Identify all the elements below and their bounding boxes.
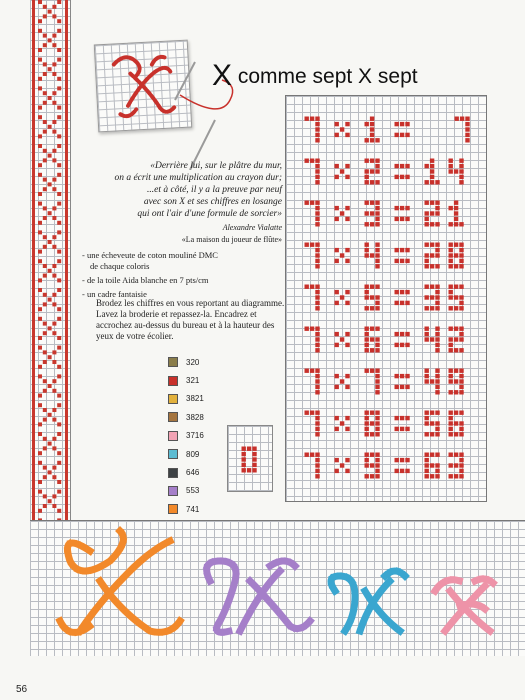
legend-item (168, 427, 204, 445)
color-code: 320 (186, 357, 200, 367)
border-motif (38, 259, 61, 282)
zero-chart (227, 425, 273, 492)
letters-pattern (30, 521, 525, 656)
border-motif (38, 29, 61, 52)
digit-a (305, 243, 320, 269)
border-motif (38, 202, 61, 225)
equals-sign (395, 332, 410, 347)
equals-sign (395, 458, 410, 473)
result-digit (425, 411, 440, 437)
color-swatch (168, 504, 178, 514)
legend-item (168, 500, 204, 518)
digit-b (365, 159, 380, 185)
equals-sign (395, 416, 410, 431)
color-code: 3716 (186, 431, 204, 441)
table-row (305, 159, 464, 185)
color-code: 809 (186, 449, 200, 459)
times-sign (335, 332, 350, 347)
border-stripe (65, 0, 68, 520)
result-digit (425, 159, 440, 185)
materials-list (82, 250, 282, 303)
color-code: 3821 (186, 394, 204, 404)
digit-a (305, 369, 320, 395)
material-text: de chaque coloris (90, 261, 150, 271)
legend-item (168, 390, 204, 408)
result-digit (425, 285, 440, 311)
times-sign (335, 122, 350, 137)
equals-sign (395, 248, 410, 263)
border-motif (38, 86, 61, 109)
times-sign (335, 248, 350, 263)
color-swatch (168, 376, 178, 386)
times-table-chart (285, 95, 487, 502)
border-motif (38, 374, 61, 397)
quote-line: ...et à côté, il y a la preuve par neuf (147, 185, 282, 195)
table-row (305, 411, 464, 437)
times-sign (335, 458, 350, 473)
result-digit (449, 369, 464, 395)
border-motif (38, 288, 61, 311)
border-motif (38, 115, 61, 138)
equals-sign (395, 290, 410, 305)
digit-a (305, 453, 320, 479)
result-digit (455, 117, 470, 143)
material-item: - un cadre fantaisie (82, 289, 147, 299)
legend-item (168, 463, 204, 481)
color-code: 646 (186, 468, 200, 478)
material-item: - de la toile Aida blanche en 7 pts/cm (82, 275, 209, 285)
border-motif (38, 432, 61, 455)
table-row (305, 243, 464, 269)
monogram-letter (207, 561, 310, 632)
result-digit (425, 327, 440, 353)
color-swatch (168, 431, 178, 441)
legend-item (168, 371, 204, 389)
legend-item (168, 445, 204, 463)
color-code: 553 (186, 486, 200, 496)
digit-b (365, 201, 380, 227)
color-legend (168, 353, 204, 519)
border-motif (38, 58, 61, 81)
color-swatch (168, 357, 178, 367)
color-swatch (168, 394, 178, 404)
legend-item (168, 482, 204, 500)
digit-b (365, 327, 380, 353)
quote-source: «La maison du joueur de flûte» (181, 235, 282, 244)
material-text: - une écheveute de coton mouliné DMC (82, 250, 218, 260)
digit-a (305, 201, 320, 227)
instructions-text: Brodez les chiffres en vous reportant au diagramme. Lavez la broderie et repassez-la. Encadrez et accrochez au-dessus du bureau et à la hauteur des yeux de votre écolier. (96, 298, 285, 341)
quote-author: Alexandre Vialatte (222, 223, 282, 232)
result-digit (449, 285, 464, 311)
digit-a (305, 117, 320, 143)
result-digit (449, 327, 464, 353)
border-motif (38, 490, 61, 513)
result-digit (449, 453, 464, 479)
digit-a (305, 327, 320, 353)
zero-digit-pattern (228, 426, 272, 491)
border-pattern (30, 0, 70, 520)
border-motif (38, 144, 61, 167)
quote-line: «Derrière lui, sur le plâtre du mur, (150, 161, 282, 171)
equals-sign (395, 122, 410, 137)
times-table-pattern (286, 96, 486, 501)
digit-b (365, 117, 380, 143)
digit-b (365, 369, 380, 395)
times-sign (335, 290, 350, 305)
times-sign (335, 374, 350, 389)
digit-a (305, 285, 320, 311)
monogram-letter (60, 531, 180, 632)
color-code: 741 (186, 504, 200, 514)
color-swatch (168, 468, 178, 478)
border-motif (38, 0, 61, 23)
quote-line: avec son X et ses chiffres en losange (143, 197, 282, 207)
table-row (305, 369, 464, 395)
quote-line: qui ont l'air d'une formule de sorcier» (137, 209, 282, 219)
color-code: 321 (186, 376, 200, 386)
title-letter: X (212, 59, 233, 92)
equals-sign (395, 374, 410, 389)
equals-sign (395, 206, 410, 221)
times-sign (335, 416, 350, 431)
table-row (305, 453, 464, 479)
border-motif (38, 461, 61, 484)
table-row (305, 201, 464, 227)
color-swatch (168, 486, 178, 496)
digit-b (365, 243, 380, 269)
title-text: comme sept X sept (232, 65, 418, 88)
border-motif (38, 230, 61, 253)
digit-a (305, 411, 320, 437)
result-digit (425, 243, 440, 269)
monogram-letter (331, 571, 405, 631)
times-sign (335, 164, 350, 179)
result-digit (425, 453, 440, 479)
result-digit (449, 201, 464, 227)
table-row (305, 327, 464, 353)
border-motif (38, 173, 61, 196)
result-digit (449, 411, 464, 437)
page-title (212, 59, 418, 93)
table-row (305, 285, 464, 311)
digit-a (305, 159, 320, 185)
cross-stitch-border (30, 0, 71, 520)
color-code: 3828 (186, 412, 204, 422)
quote-block (112, 160, 282, 246)
border-motif (38, 403, 61, 426)
monogram-letters-chart (30, 520, 525, 656)
result-digit (449, 243, 464, 269)
table-row (305, 117, 470, 143)
border-stripe (32, 0, 35, 520)
digit-b (365, 285, 380, 311)
border-motif (38, 346, 61, 369)
quote-line: on a écrit une multiplication au crayon dur; (114, 173, 282, 183)
result-digit (425, 201, 440, 227)
digit-b (365, 453, 380, 479)
zero-digit (242, 447, 257, 473)
monogram-letter (435, 579, 493, 631)
result-digit (449, 159, 464, 185)
page-number: 56 (16, 684, 28, 695)
times-sign (335, 206, 350, 221)
equals-sign (395, 164, 410, 179)
color-swatch (168, 449, 178, 459)
color-swatch (168, 412, 178, 422)
result-digit (425, 369, 440, 395)
legend-item (168, 353, 204, 371)
legend-item (168, 408, 204, 426)
border-motif (38, 317, 61, 340)
material-item (82, 250, 282, 272)
digit-b (365, 411, 380, 437)
